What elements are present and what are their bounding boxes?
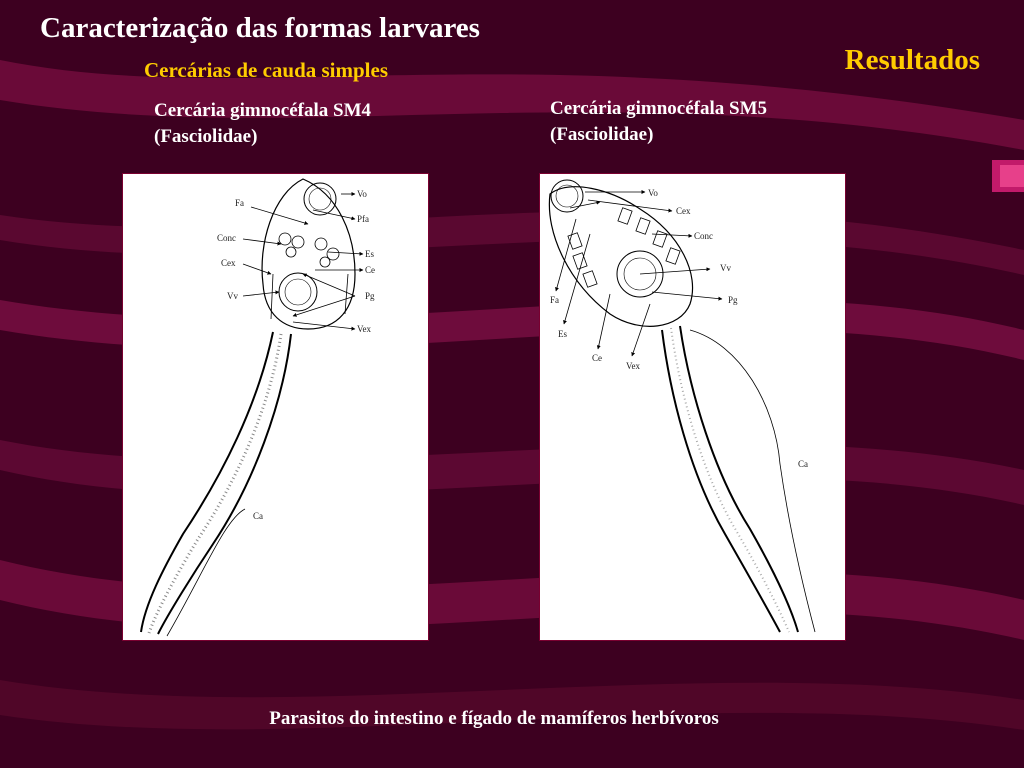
fig2-label-cex: Cex bbox=[676, 206, 691, 216]
slide-title: Caracterização das formas larvares bbox=[40, 12, 480, 44]
figure-2-panel bbox=[539, 173, 846, 641]
fig1-label-ca: Ca bbox=[253, 511, 263, 521]
fig1-label-vo: Vo bbox=[357, 189, 367, 199]
fig1-label-pfa: Pfa bbox=[357, 214, 369, 224]
fig1-label-fa: Fa bbox=[235, 198, 244, 208]
fig1-label-vv: Vv bbox=[227, 291, 238, 301]
fig2-label-fa: Fa bbox=[550, 295, 559, 305]
slide-footer: Parasitos do intestino e fígado de mamíferos herbívoros bbox=[269, 708, 719, 729]
fig2-label-ca: Ca bbox=[798, 459, 808, 469]
figure-1-drawing bbox=[123, 174, 428, 640]
fig1-label-ce: Ce bbox=[365, 265, 375, 275]
section-label: Resultados bbox=[844, 44, 980, 76]
fig2-label-vex: Vex bbox=[626, 361, 640, 371]
figure-2-caption-line2: (Fasciolidae) bbox=[550, 124, 654, 145]
fig2-label-pg: Pg bbox=[728, 295, 738, 305]
fig2-label-vv: Vv bbox=[720, 263, 731, 273]
fig2-label-ce: Ce bbox=[592, 353, 602, 363]
fig2-label-vo: Vo bbox=[648, 188, 658, 198]
fig1-label-es: Es bbox=[365, 249, 374, 259]
figure-2-caption bbox=[550, 96, 767, 148]
fig1-label-vex: Vex bbox=[357, 324, 371, 334]
fig2-label-es: Es bbox=[558, 329, 567, 339]
figure-1-caption bbox=[154, 98, 371, 150]
figure-1-panel bbox=[122, 173, 429, 641]
slide-subtitle: Cercárias de cauda simples bbox=[144, 58, 389, 82]
figure-2-drawing bbox=[540, 174, 845, 640]
fig1-label-conc: Conc bbox=[217, 233, 236, 243]
figure-1-caption-line2: (Fasciolidae) bbox=[154, 126, 258, 147]
fig1-label-pg: Pg bbox=[365, 291, 375, 301]
fig1-label-cex: Cex bbox=[221, 258, 236, 268]
figure-1-caption-line1: Cercária gimnocéfala SM4 bbox=[154, 100, 372, 121]
fig2-label-conc: Conc bbox=[694, 231, 713, 241]
figure-2-caption-line1: Cercária gimnocéfala SM5 bbox=[550, 98, 768, 119]
